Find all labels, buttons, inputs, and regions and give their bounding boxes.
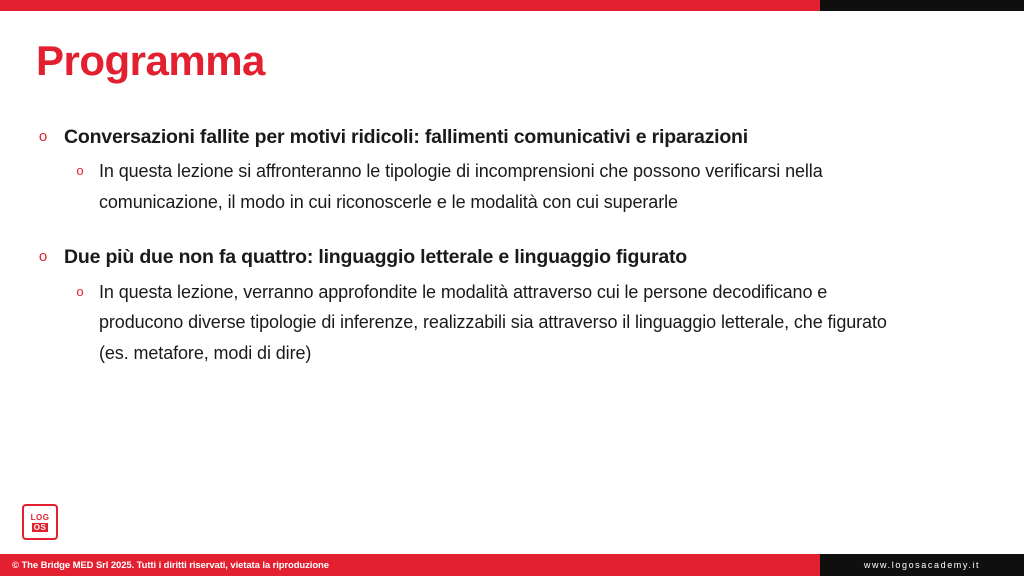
footer-bar (0, 554, 1024, 576)
section-description-row (74, 277, 966, 370)
top-accent-bar-black (820, 0, 1024, 11)
section-description-row (74, 156, 966, 218)
section-heading-row (36, 124, 966, 150)
program-section (36, 244, 966, 369)
section-description: In questa lezione si affronteranno le tipologie di incomprensioni che possono verificarsi nella comunicazione, il modo in cui riconoscerle e le modalità con cui superarle (99, 161, 823, 213)
logos-logo (22, 504, 58, 540)
bullet-marker-icon: o (38, 128, 48, 145)
section-heading: Due più due non fa quattro: linguaggio letterale e linguaggio figurato (64, 246, 687, 269)
sub-bullet-marker-icon: o (76, 283, 84, 299)
logo-box (22, 504, 58, 540)
logo-text-bottom: OS (33, 522, 47, 532)
bullet-marker-icon: o (38, 248, 48, 266)
slide-content (36, 124, 966, 395)
program-section (36, 124, 966, 218)
footer-copyright-text: © The Bridge MED Srl 2025. Tutti i diritti riservati, vietata la riproduzione (12, 559, 329, 571)
footer-copyright-area (0, 554, 820, 576)
top-accent-bar (0, 0, 1024, 11)
section-heading-row (36, 244, 966, 270)
page-title: Programma (36, 37, 265, 84)
section-heading: Conversazioni fallite per motivi ridicoli: fallimenti comunicativi e riparazioni (64, 126, 748, 148)
footer-website-text: www.logosacademy.it (863, 560, 981, 570)
top-accent-bar-red (0, 0, 820, 11)
sub-bullet-marker-icon: o (76, 163, 84, 179)
logo-text-top: LOG (30, 512, 50, 522)
section-description: In questa lezione, verranno approfondite le modalità attraverso cui le persone decodificano e producono diverse tipologie di inferenze, realizzabili sia attraverso il linguaggio letterale, che figurato (es. metafore, modi di dire) (99, 281, 887, 364)
footer-website-area (820, 554, 1024, 576)
